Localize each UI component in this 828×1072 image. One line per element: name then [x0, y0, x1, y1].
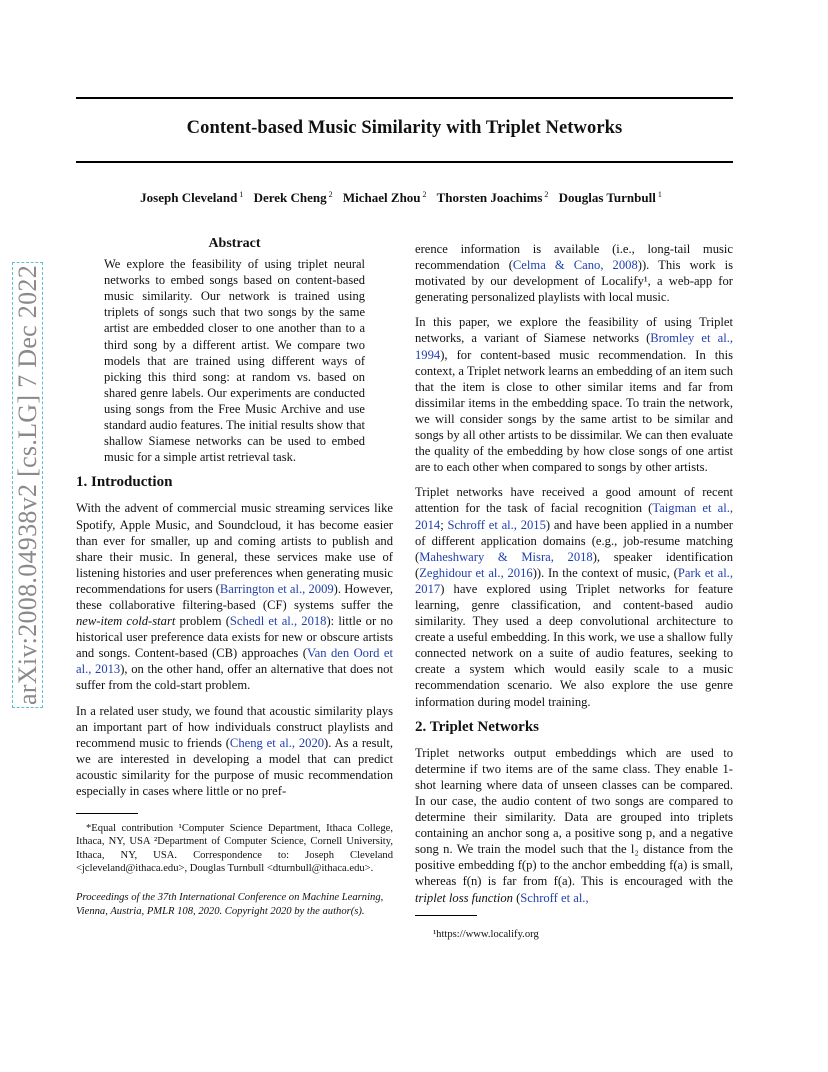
- proceedings-text: Proceedings of the 37th International Conference on Machine Learning, Vienna, Austria, PMLR 108, 2020. Copyright 2020 by the author(s).: [76, 891, 384, 917]
- triplet-paragraph-1: [415, 745, 733, 906]
- text-run: Triplet networks output embeddings which are used to determine if two items are of the same class. They enable 1-shot learning where data of unseen classes can be compared. In our case, the audio content of two songs are compared to determine their similarity. Data are grouped into triplets containing an anchor song a, a positive song p, and a negative song n. We train the model such that the l₂ distance from the positive embedding f(p) to the anchor embedding f(a) is small, whereas f(n) is far from f(a). This is encouraged with the: [415, 745, 733, 889]
- text-run: )). In the context of music, (: [532, 565, 678, 580]
- text-run: In a related user study, we found that acoustic similarity plays an important part of how individuals construct playlists and recommend music to friends (: [76, 703, 393, 750]
- citation-link[interactable]: Schroff et al., 2015: [447, 517, 546, 532]
- author-name: Douglas Turnbull: [558, 190, 656, 205]
- citation-link[interactable]: Barrington et al., 2009: [219, 581, 334, 596]
- citation-link[interactable]: Cheng et al., 2020: [229, 735, 325, 750]
- author-affiliation: 2: [422, 190, 427, 199]
- proceedings-note: [76, 891, 393, 918]
- citation-link[interactable]: Schroff et al.,: [520, 890, 589, 905]
- affiliation-footnote: *Equal contribution ¹Computer Science Department, Ithaca College, Ithaca, NY, USA ²Department of Computer Science, Cornell University, Ithaca, NY, USA. Correspondence to: Joseph Cleveland <jcleveland@ithaca.edu>, Douglas Turnbull <dturnbull@ithaca.edu>.: [76, 823, 393, 874]
- citation-link[interactable]: Celma & Cano, 2008: [512, 258, 638, 273]
- intro-paragraph-4: [415, 314, 733, 475]
- text-run: ;: [440, 517, 448, 532]
- arxiv-stamp[interactable]: [10, 260, 46, 710]
- citation-link[interactable]: Taigman et al., 2014: [415, 501, 733, 532]
- citation-link[interactable]: Zeghidour et al., 2016: [419, 565, 533, 580]
- citation-link[interactable]: Park et al., 2017: [415, 565, 733, 596]
- author-affiliation: 2: [544, 190, 549, 199]
- text-run: ) have explored using Triplet networks for feature learning, genre classification, and content-based audio similarity. They used a deep convolutional architecture to create a useful embedding. In this work, we use a shallow fully connected network on a suite of audio features, seeking to create a system which would easily scale to a music recommendation scenario. We also explore the use genre information during model training.: [415, 581, 733, 709]
- emphasis-text: new-item cold-start: [76, 614, 176, 629]
- text-run: With the advent of commercial music streaming services like Spotify, Apple Music, and Soundcloud, it has become easier than ever for smaller, up and coming artists to publish and share their music. In general, these services make use of listening histories and user preferences when generating music recommendations for users (: [76, 501, 393, 596]
- arxiv-stamp-text[interactable]: arXiv:2008.04938v2 [cs.LG] 7 Dec 2022: [12, 262, 43, 708]
- text-run: ), for content-based music recommendation. In this context, a Triplet network learns an embedding of an item such that the item is close to other similar items and far from dissimilar items in the embedding space. To train the network, we will consider songs by the same artist to be similar and songs by all other artists to be dissimilar. We can then evaluate the quality of the embedding by how close songs of one artist are to each other when compared to songs by other artists.: [415, 347, 733, 475]
- text-run: ), speaker identification (: [415, 549, 733, 580]
- text-run: ). However, these collaborative filtering-based (CF) systems suffer the: [76, 581, 394, 612]
- text-run: ), on the other hand, offer an alternative that does not suffer from the cold-start problem.: [76, 662, 393, 693]
- title-rule-top: [76, 97, 733, 99]
- left-column: [76, 226, 393, 918]
- intro-paragraph-2: [76, 703, 393, 800]
- footnote-rule: [76, 813, 138, 814]
- paper-title: Content-based Music Similarity with Triplet Networks: [186, 118, 623, 138]
- author-name: Michael Zhou: [342, 190, 421, 205]
- emphasis-text: triplet loss function: [415, 890, 513, 905]
- intro-paragraph-3: [415, 241, 733, 305]
- text-run: erence information is available (i.e., long-tail music recommendation (: [415, 242, 733, 273]
- citation-link[interactable]: Schedl et al., 2018: [229, 614, 327, 629]
- text-run: Triplet networks have received a good amount of recent attention for the task of facial recognition (: [415, 485, 733, 516]
- intro-paragraph-5: [415, 484, 733, 709]
- author-list: [76, 190, 733, 206]
- abstract-text: We explore the feasibility of using triplet neural networks to embed songs based on content-based music similarity. Our network is trained using triplets of songs such that two songs by the same artist are embedded closer to one another than to a third song by a different artist. We compare two models that are trained using different ways of picking this third song: at random vs. based on shared genre labels. Our experiments are conducted using songs from the Free Music Archive and use standard audio features. The initial results show that shallow Siamese networks can be used to embed music for a simple artist retrieval task.: [104, 257, 365, 465]
- localify-footnote[interactable]: ¹https://www.localify.org: [433, 928, 539, 940]
- citation-link[interactable]: Bromley et al., 1994: [415, 331, 733, 362]
- text-run: ): little or no historical user preference data exists for new or obscure artists and songs. Content-based (CB) approaches (: [76, 614, 393, 661]
- title-rule-bottom: [76, 161, 733, 163]
- author-affiliation: 1: [657, 190, 662, 199]
- author-name: Derek Cheng: [253, 190, 327, 205]
- citation-link[interactable]: Van den Oord et al., 2013: [76, 646, 393, 677]
- right-column: [415, 241, 733, 941]
- text-run: problem (: [175, 614, 230, 629]
- text-run: ) and have been applied in a number of different application domains (e.g., job-resume matching (: [415, 517, 733, 564]
- intro-paragraph-1: [76, 500, 393, 693]
- section-heading-triplet-networks: 2. Triplet Networks: [415, 718, 540, 735]
- author-affiliation: 1: [239, 190, 244, 199]
- text-run: (: [512, 890, 521, 905]
- section-heading-introduction: 1. Introduction: [76, 474, 173, 491]
- author-affiliation: 2: [328, 190, 333, 199]
- text-run: In this paper, we explore the feasibility of using Triplet networks, a variant of Siamese networks (: [415, 315, 733, 346]
- text-run: )). This work is motivated by our development of Localify¹, a web-app for generating personalized playlists with local music.: [415, 258, 733, 305]
- footnote-rule: [415, 915, 477, 916]
- author-name: Thorsten Joachims: [436, 190, 543, 205]
- abstract-heading: Abstract: [208, 236, 261, 251]
- citation-link[interactable]: Maheshwary & Misra, 2018: [419, 549, 593, 564]
- text-run: ). As a result, we are interested in developing a model that can predict acoustic similarity for the purpose of music recommendation especially in cases where little or no pref-: [76, 735, 393, 798]
- author-name: Joseph Cleveland: [140, 190, 238, 205]
